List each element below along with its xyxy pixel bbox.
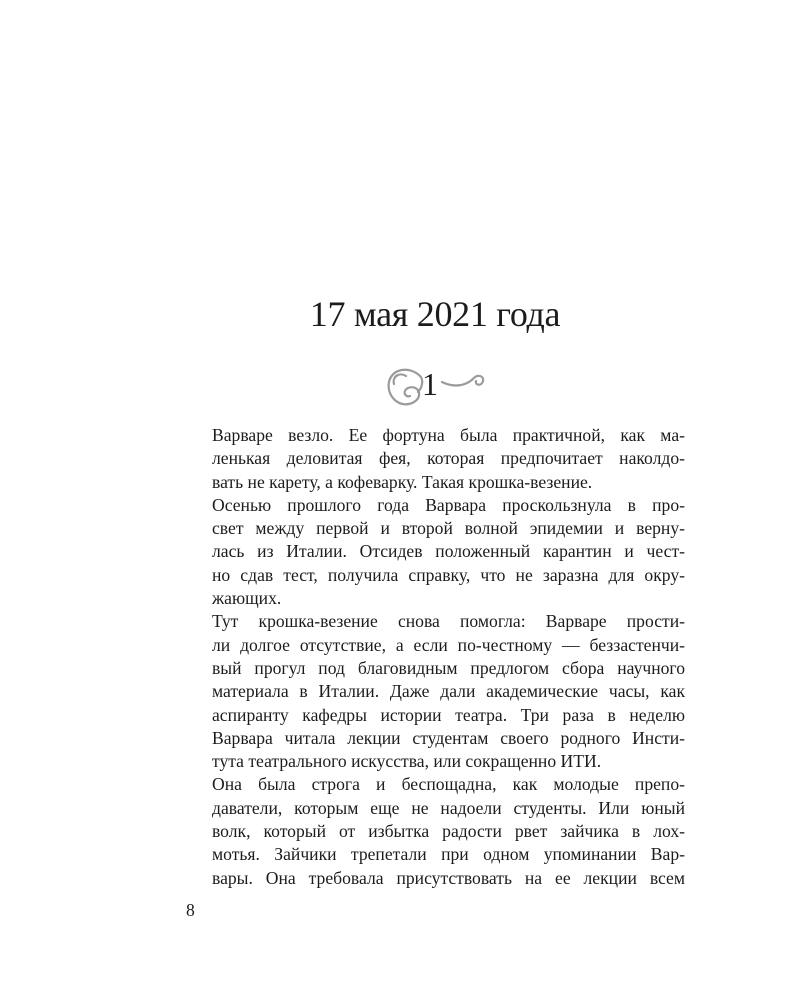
page-number: 8 [186,900,195,920]
text-line: свет между первой и второй волной эпидемии и верну- [212,518,685,539]
text-line: лась из Италии. Отсидев положенный карантин и чест- [212,541,685,562]
text-line: Она была строга и беспощадна, как молодые препо- [212,774,685,795]
paragraph [186,494,685,610]
text-line: жающих. [212,588,282,609]
text-line: ли долгое отсутствие, а если по-честному — беззастенчи- [212,634,685,655]
paragraph [186,424,685,494]
text-line: вать не карету, а кофеварку. Такая крошка-везение. [212,471,593,492]
text-line: Варвара читала лекции студентам своего родного Инсти- [212,727,685,748]
text-line: даватели, которым еще не надоели студенты. Или юный [212,797,685,818]
text-line: вый прогул под благовидным предлогом сбора научного [212,657,685,678]
text-line: тута театрального искусства, или сокращенно ИТИ. [212,751,602,772]
text-line: волк, который от избытка радости рвет зайчика в лох- [212,821,685,842]
text-line: мотья. Зайчики трепетали при одном упоминании Вар- [212,844,685,865]
text-line: вары. Она требовала присутствовать на ее лекции всем [212,867,685,888]
text-line: Тут крошка-везение снова помогла: Варваре прости- [212,611,685,632]
section-number: 1 [422,366,438,402]
body-text [186,424,685,890]
text-line: Осенью прошлого года Варвара проскользнула в про- [212,494,685,515]
paragraph [186,773,685,889]
text-line: ленькая деловитая фея, которая предпочитает наколдо- [212,448,685,469]
text-line: материала в Италии. Даже дали академические часы, как [212,681,685,702]
paragraph [186,610,685,773]
text-line: аспиранту кафедры истории театра. Три раза в неделю [212,704,685,725]
text-line: Варваре везло. Ее фортуна была практичной, как ма- [212,425,685,445]
chapter-title: 17 мая 2021 года [309,294,561,334]
text-line: но сдав тест, получила справку, что не заразна для окру- [212,564,685,585]
